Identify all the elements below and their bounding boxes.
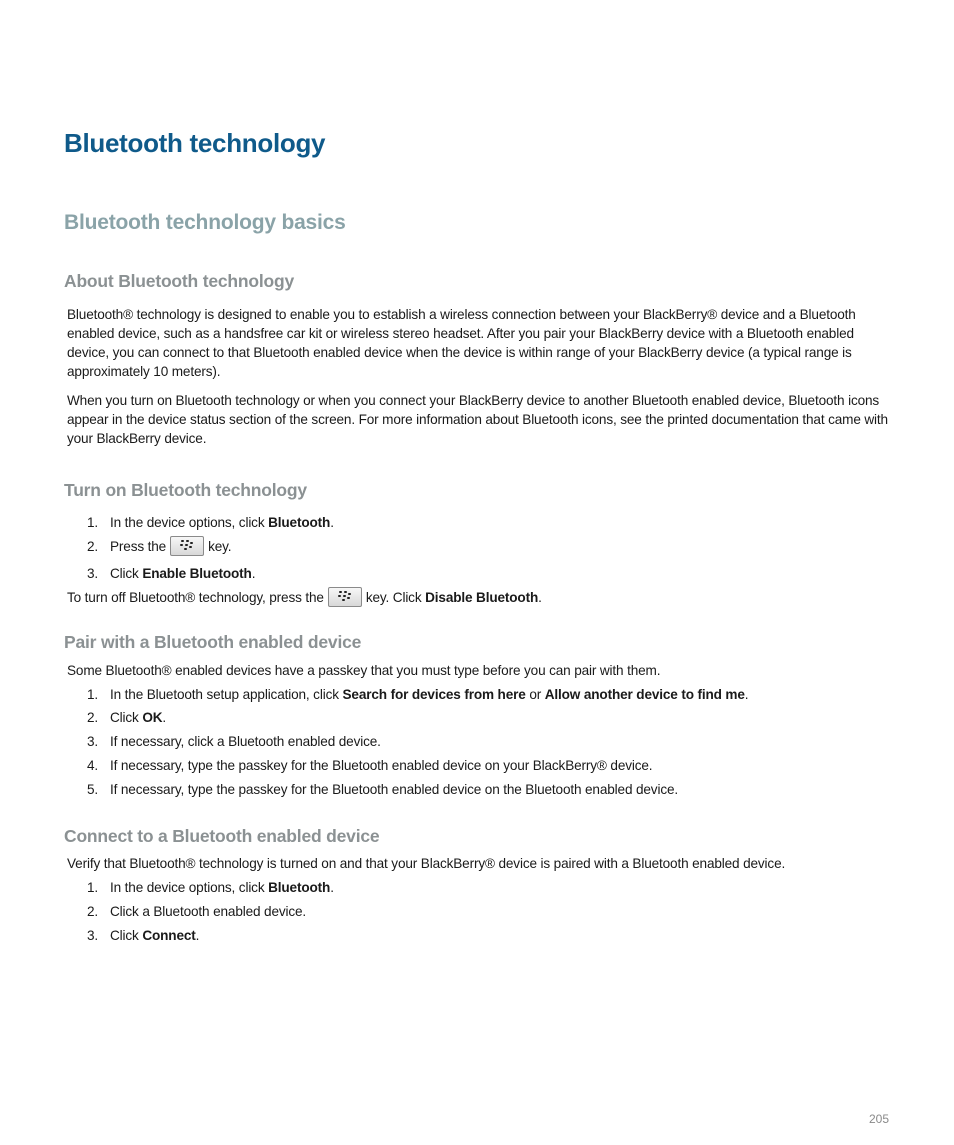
connect-intro: Verify that Bluetooth® technology is turned on and that your BlackBerry® device is paired with a Bluetooth enabled device. [67,856,786,871]
turn-on-step-1: 1. In the device options, click Bluetooth. [87,515,334,530]
pair-step-4: 4. If necessary, type the passkey for the Bluetooth enabled device on your BlackBerry® device. [87,758,653,773]
connect-step-3: 3. Click Connect. [87,928,200,943]
section-title: Bluetooth technology basics [64,211,346,234]
page-title: Bluetooth technology [64,128,326,158]
pair-intro: Some Bluetooth® enabled devices have a passkey that you must type before you can pair with them. [67,663,661,678]
connect-step-2: 2. Click a Bluetooth enabled device. [87,904,307,919]
turn-on-step-3: 3. Click Enable Bluetooth. [87,566,256,581]
about-paragraph-1: Bluetooth® technology is designed to enable you to establish a wireless connection between your BlackBerry® device and a Bluetooth enabled device, such as a handsfree car kit or wireless stereo headset. After you pair your BlackBerry device with a Bluetooth enabled device, you can connect to that Bluetooth enabled device when the device is within range of your BlackBerry device (a typical range is approximately 10 meters). [67,307,856,379]
about-heading: About Bluetooth technology [64,271,295,291]
page-number: 205 [868,1112,889,1126]
pair-step-2: 2. Click OK. [87,710,167,725]
pair-step-3: 3. If necessary, click a Bluetooth enabled device. [87,734,381,749]
turn-off-note: To turn off Bluetooth® technology, press the key. Click Disable Bluetooth. [67,588,542,608]
blackberry-menu-key-icon [328,587,362,607]
connect-step-1: 1. In the device options, click Bluetooth. [87,880,334,895]
turn-on-heading: Turn on Bluetooth technology [64,480,307,500]
pair-heading: Pair with a Bluetooth enabled device [64,632,362,652]
turn-on-step-2: 2. Press the key. [87,537,231,557]
about-paragraph-2: When you turn on Bluetooth technology or when you connect your BlackBerry device to another Bluetooth enabled device, Bluetooth icons appear in the device status section of the screen. For more information about Bluetooth icons, see the printed documentation that came with your BlackBerry device. [67,393,888,446]
pair-step-1: 1. In the Bluetooth setup application, click Search for devices from here or Allow another device to find me. [87,687,749,702]
blackberry-menu-key-icon [170,536,204,556]
pair-step-5: 5. If necessary, type the passkey for the Bluetooth enabled device on the Bluetooth enabled device. [87,782,679,797]
connect-heading: Connect to a Bluetooth enabled device [64,826,380,846]
